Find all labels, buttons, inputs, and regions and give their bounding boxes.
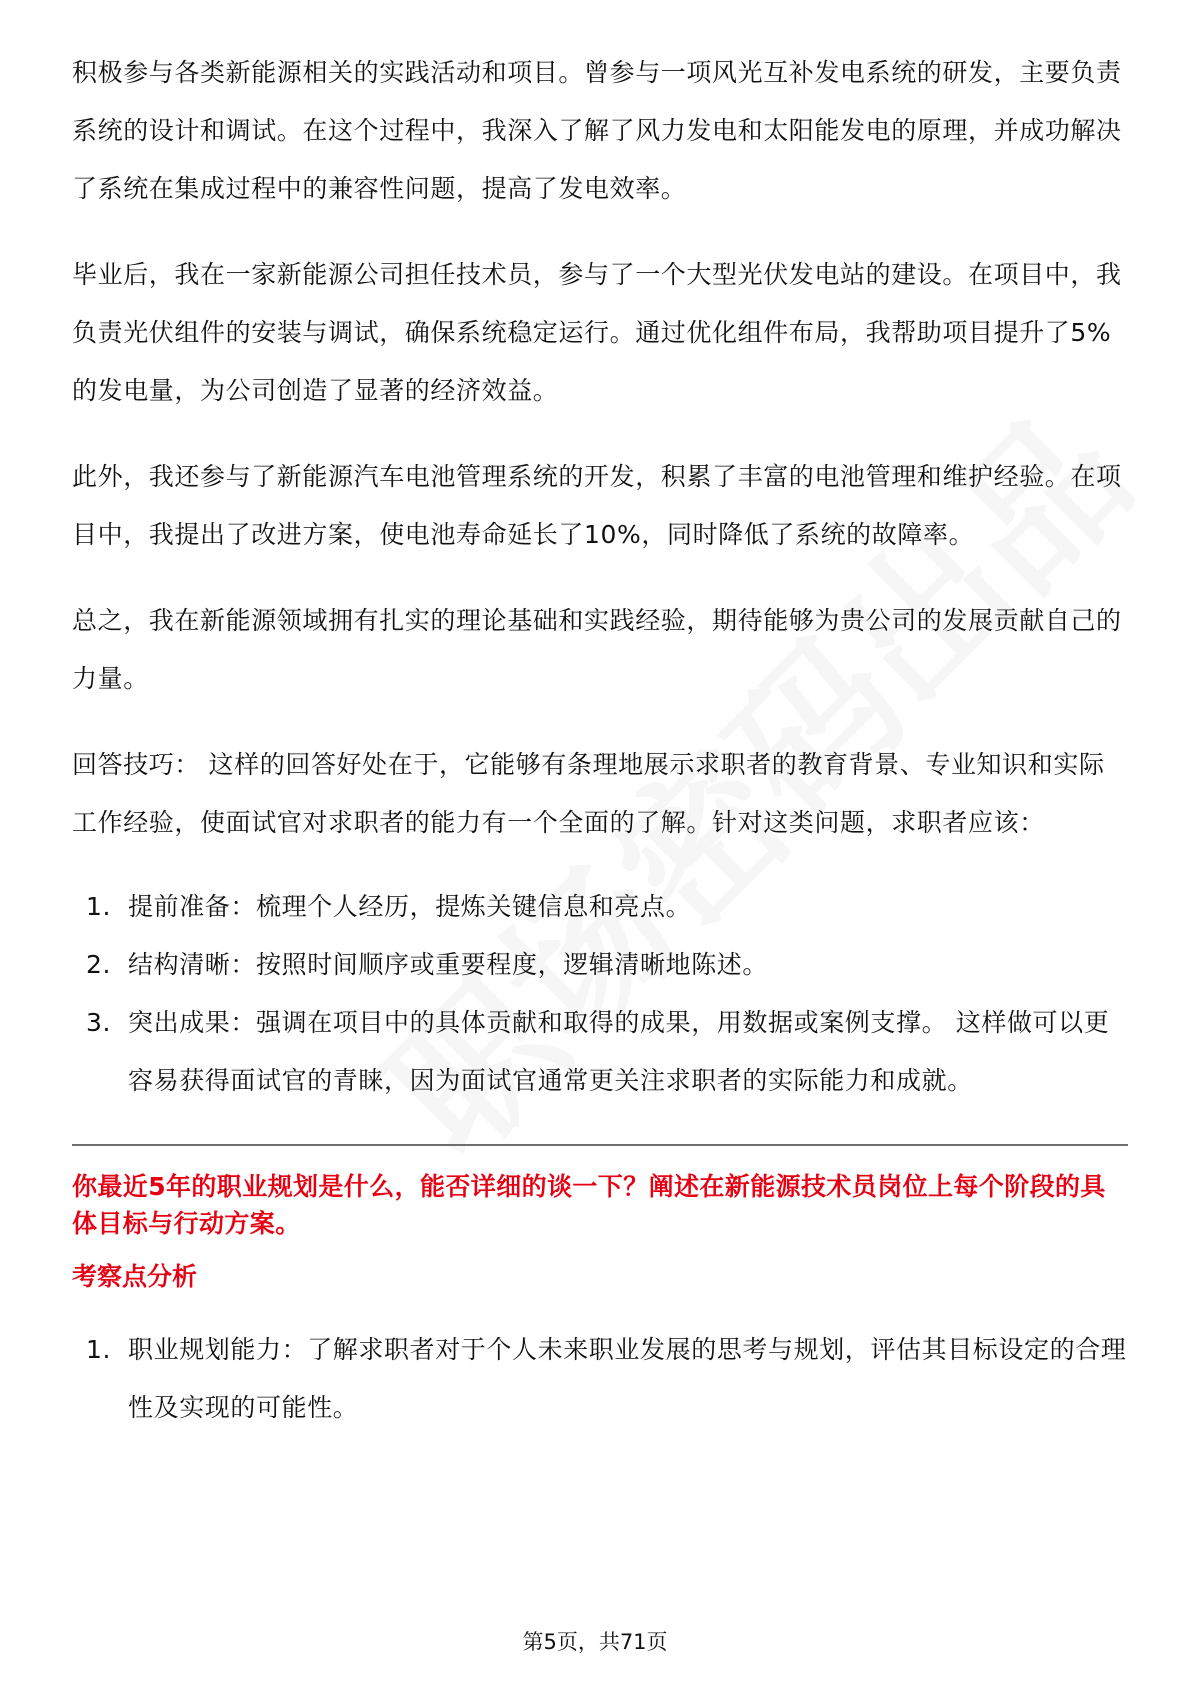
paragraph-summary: 总之，我在新能源领域拥有扎实的理论基础和实践经验，期待能够为贵公司的发展贡献自己的力量。 — [72, 606, 1122, 693]
list-item-number: 3. — [86, 1008, 112, 1037]
list-item-text: 突出成果：强调在项目中的具体贡献和取得的成果，用数据或案例支撑。 这样做可以更容易获得面试官的青睐，因为面试官通常更关注求职者的实际能力和成就。 — [128, 1008, 1110, 1095]
section-divider — [72, 1144, 1128, 1146]
list-item — [72, 936, 1128, 994]
page-content — [72, 44, 1128, 1437]
paragraph-battery-project: 此外，我还参与了新能源汽车电池管理系统的开发，积累了丰富的电池管理和维护经验。在项目中，我提出了改进方案，使电池寿命延长了10%，同时降低了系统的故障率。 — [72, 462, 1122, 549]
list-item — [72, 1321, 1128, 1437]
list-item — [72, 994, 1128, 1110]
section-title: 考察点分析 — [72, 1262, 198, 1291]
list-item-number: 1. — [86, 892, 112, 921]
list-item-text: 职业规划能力：了解求职者对于个人未来职业发展的思考与规划，评估其目标设定的合理性及实现的可能性。 — [128, 1335, 1127, 1422]
paragraph-work-experience: 毕业后，我在一家新能源公司担任技术员，参与了一个大型光伏发电站的建设。在项目中，我负责光伏组件的安装与调试，确保系统稳定运行。通过优化组件布局，我帮助项目提升了5%的发电量，为公司创造了显著的经济效益。 — [72, 260, 1122, 405]
analysis-list — [72, 1321, 1128, 1437]
interview-question: 你最近5年的职业规划是什么，能否详细的谈一下？阐述在新能源技术员岗位上每个阶段的具体目标与行动方案。 — [72, 1172, 1106, 1238]
list-item-text: 结构清晰：按照时间顺序或重要程度，逻辑清晰地陈述。 — [128, 950, 769, 979]
page-footer: 第5页，共71页 — [522, 1630, 668, 1654]
list-item-number: 2. — [86, 950, 112, 979]
list-item-text: 提前准备：梳理个人经历，提炼关键信息和亮点。 — [128, 892, 692, 921]
paragraph-answer-tips: 回答技巧： 这样的回答好处在于，它能够有条理地展示求职者的教育背景、专业知识和实际工作经验，使面试官对求职者的能力有一个全面的了解。针对这类问题，求职者应该： — [72, 750, 1105, 837]
paragraph-practice: 积极参与各类新能源相关的实践活动和项目。曾参与一项风光互补发电系统的研发，主要负责系统的设计和调试。在这个过程中，我深入了解了风力发电和太阳能发电的原理，并成功解决了系统在集成过程中的兼容性问题，提高了发电效率。 — [72, 58, 1122, 203]
list-item-number: 1. — [86, 1335, 112, 1364]
list-item — [72, 878, 1128, 936]
tips-list — [72, 878, 1128, 1110]
